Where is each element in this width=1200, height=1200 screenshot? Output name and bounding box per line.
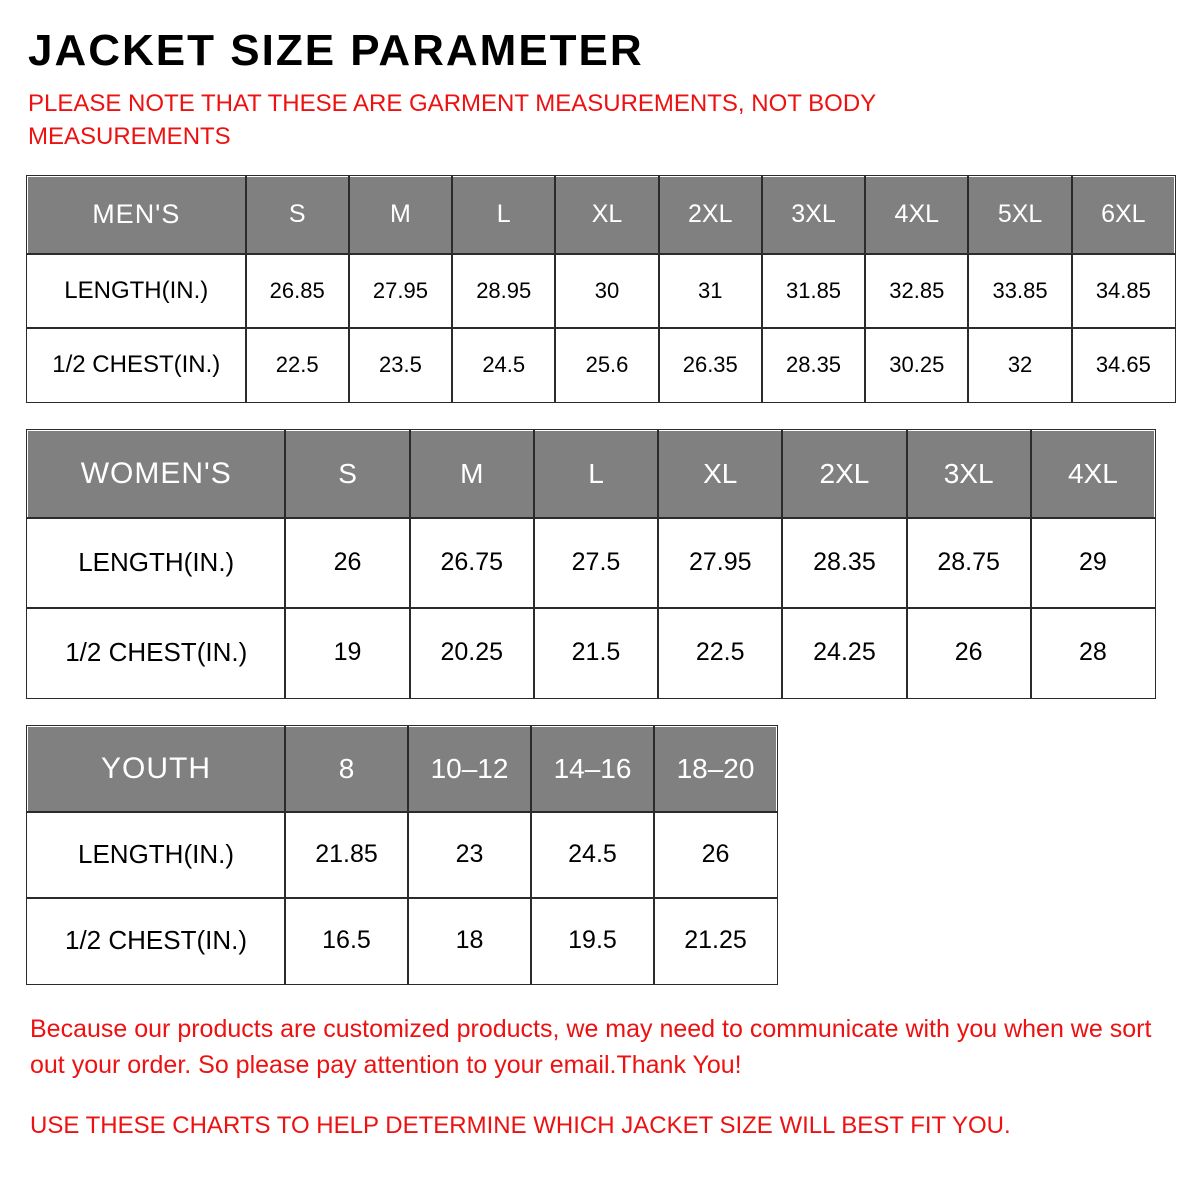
youth-header-size: 8 (285, 726, 408, 812)
table-header-row (27, 430, 1155, 518)
youth-cell: 18 (408, 898, 531, 984)
mens-cell: 31 (659, 254, 762, 328)
womens-cell: 28 (1031, 608, 1155, 698)
mens-header-size: L (452, 176, 555, 254)
womens-header-size: S (285, 430, 409, 518)
mens-cell: 24.5 (452, 328, 555, 402)
youth-cell: 21.85 (285, 812, 408, 898)
mens-cell: 30.25 (865, 328, 968, 402)
mens-header-size: 3XL (762, 176, 865, 254)
womens-header-size: 4XL (1031, 430, 1155, 518)
womens-cell: 26 (907, 608, 1031, 698)
mens-header-size: 2XL (659, 176, 762, 254)
table-row (27, 254, 1175, 328)
womens-cell: 19 (285, 608, 409, 698)
mens-header-label: MEN'S (27, 176, 246, 254)
womens-header-size: XL (658, 430, 782, 518)
youth-cell: 21.25 (654, 898, 777, 984)
youth-cell: 19.5 (531, 898, 654, 984)
womens-header-size: 2XL (782, 430, 906, 518)
mens-cell: 30 (555, 254, 658, 328)
youth-size-table (26, 725, 778, 985)
mens-cell: 27.95 (349, 254, 452, 328)
table-row (27, 812, 777, 898)
womens-cell: 26 (285, 518, 409, 608)
top-note: PLEASE NOTE THAT THESE ARE GARMENT MEASUREMENTS, NOT BODY MEASUREMENTS (28, 90, 876, 150)
youth-cell: 26 (654, 812, 777, 898)
youth-header-size: 18–20 (654, 726, 777, 812)
mens-cell: 34.85 (1072, 254, 1175, 328)
footer-note-customization: Because our products are customized products, we may need to communicate with you when we sort out your order. So please pay attention to your email.Thank You! (30, 1014, 1152, 1080)
youth-row-label: LENGTH(IN.) (27, 812, 285, 898)
mens-cell: 34.65 (1072, 328, 1175, 402)
womens-cell: 28.75 (907, 518, 1031, 608)
womens-cell: 26.75 (410, 518, 534, 608)
mens-cell: 33.85 (968, 254, 1071, 328)
table-header-row (27, 726, 777, 812)
mens-cell: 32 (968, 328, 1071, 402)
mens-header-size: XL (555, 176, 658, 254)
mens-header-size: M (349, 176, 452, 254)
mens-header-size: S (246, 176, 349, 254)
youth-header-label: YOUTH (27, 726, 285, 812)
youth-header-size: 14–16 (531, 726, 654, 812)
youth-cell: 16.5 (285, 898, 408, 984)
mens-cell: 25.6 (555, 328, 658, 402)
mens-cell: 28.35 (762, 328, 865, 402)
table-row (27, 328, 1175, 402)
mens-cell: 26.35 (659, 328, 762, 402)
youth-cell: 24.5 (531, 812, 654, 898)
womens-cell: 28.35 (782, 518, 906, 608)
mens-size-table (26, 175, 1176, 403)
youth-row-label: 1/2 CHEST(IN.) (27, 898, 285, 984)
footer-note-usage: USE THESE CHARTS TO HELP DETERMINE WHICH JACKET SIZE WILL BEST FIT YOU. (30, 1112, 1011, 1140)
table-row (27, 898, 777, 984)
mens-header-size: 5XL (968, 176, 1071, 254)
womens-cell: 27.5 (534, 518, 658, 608)
womens-header-size: M (410, 430, 534, 518)
page-title: JACKET SIZE PARAMETER (28, 26, 644, 75)
womens-row-label: 1/2 CHEST(IN.) (27, 608, 285, 698)
mens-row-label: 1/2 CHEST(IN.) (27, 328, 246, 402)
womens-cell: 21.5 (534, 608, 658, 698)
womens-header-size: 3XL (907, 430, 1031, 518)
mens-cell: 31.85 (762, 254, 865, 328)
mens-cell: 22.5 (246, 328, 349, 402)
womens-cell: 29 (1031, 518, 1155, 608)
womens-header-size: L (534, 430, 658, 518)
youth-cell: 23 (408, 812, 531, 898)
mens-cell: 26.85 (246, 254, 349, 328)
mens-cell: 23.5 (349, 328, 452, 402)
table-row (27, 518, 1155, 608)
womens-cell: 24.25 (782, 608, 906, 698)
youth-header-size: 10–12 (408, 726, 531, 812)
womens-cell: 27.95 (658, 518, 782, 608)
womens-cell: 22.5 (658, 608, 782, 698)
mens-cell: 32.85 (865, 254, 968, 328)
table-header-row (27, 176, 1175, 254)
womens-cell: 20.25 (410, 608, 534, 698)
womens-header-label: WOMEN'S (27, 430, 285, 518)
mens-header-size: 6XL (1072, 176, 1175, 254)
mens-cell: 28.95 (452, 254, 555, 328)
mens-row-label: LENGTH(IN.) (27, 254, 246, 328)
womens-size-table (26, 429, 1156, 699)
mens-header-size: 4XL (865, 176, 968, 254)
womens-row-label: LENGTH(IN.) (27, 518, 285, 608)
table-row (27, 608, 1155, 698)
